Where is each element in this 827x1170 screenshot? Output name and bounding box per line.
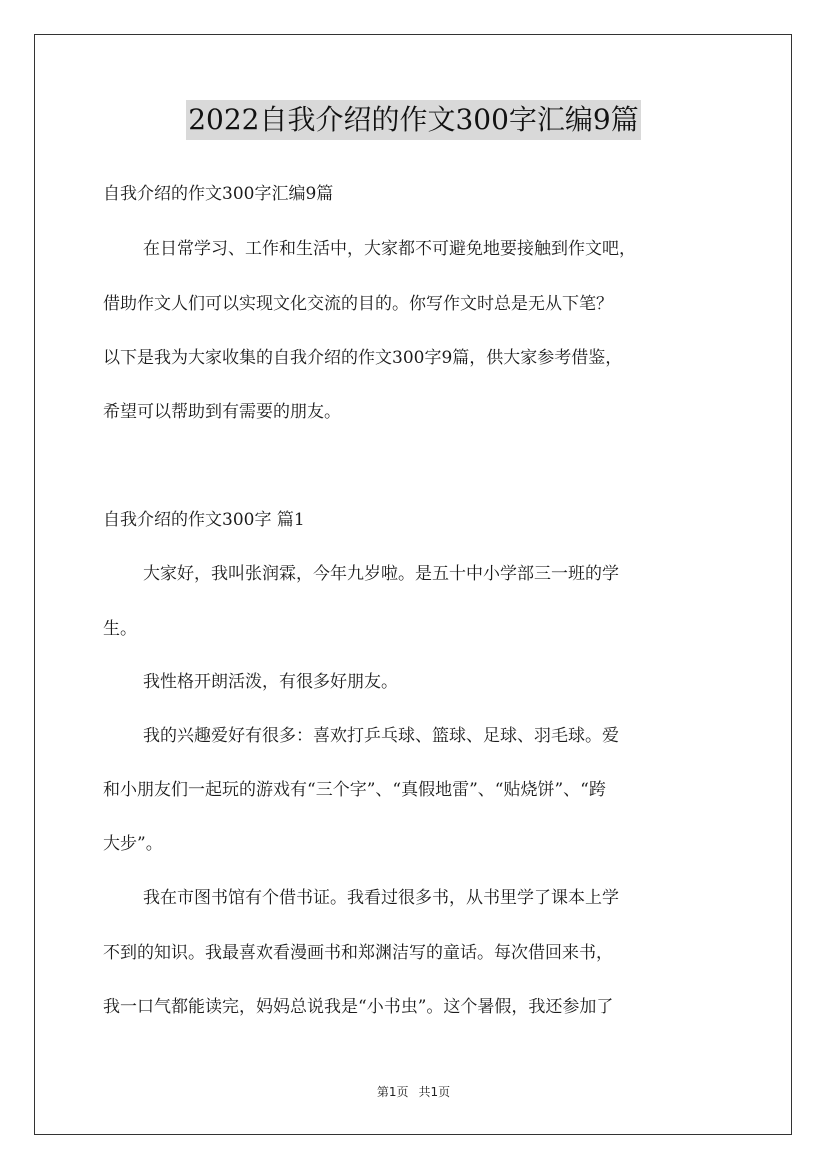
paragraph-4-line-2: 不到的知识。我最喜欢看漫画书和郑渊洁写的童话。每次借回来书， (103, 943, 613, 963)
page-total: 共1页 (418, 1085, 451, 1099)
intro-line-4: 希望可以帮助到有需要的朋友。 (103, 402, 341, 422)
document-title: 2022自我介绍的作文300字汇编9篇 (186, 100, 641, 140)
paragraph-3-line-2: 和小朋友们一起玩的游戏有“三个字”、“真假地雷”、“贴烧饼”、“跨 (103, 780, 606, 800)
section-heading: 自我介绍的作文300字 篇1 (103, 510, 305, 530)
document-subtitle: 自我介绍的作文300字汇编9篇 (103, 184, 334, 204)
paragraph-1-line-1: 大家好，我叫张润霖，今年九岁啦。是五十中小学部三一班的学 (143, 564, 619, 584)
intro-line-3: 以下是我为大家收集的自我介绍的作文300字9篇，供大家参考借鉴， (103, 348, 623, 368)
intro-line-2: 借助作文人们可以实现文化交流的目的。你写作文时总是无从下笔？ (103, 294, 613, 314)
paragraph-4-line-1: 我在市图书馆有个借书证。我看过很多书，从书里学了课本上学 (143, 888, 619, 908)
page-number: 第1页 (376, 1085, 409, 1099)
paragraph-2-line-1: 我性格开朗活泼，有很多好朋友。 (143, 672, 398, 692)
paragraph-3-line-3: 大步”。 (103, 834, 163, 854)
paragraph-3-line-1: 我的兴趣爱好有很多：喜欢打乒乓球、篮球、足球、羽毛球。爱 (143, 726, 619, 746)
paragraph-4-line-3: 我一口气都能读完，妈妈总说我是“小书虫”。这个暑假，我还参加了 (103, 997, 614, 1017)
page-footer (0, 1083, 827, 1100)
paragraph-1-line-2: 生。 (103, 619, 137, 639)
title-wrap (0, 100, 827, 140)
intro-line-1: 在日常学习、工作和生活中，大家都不可避免地要接触到作文吧， (143, 239, 636, 259)
